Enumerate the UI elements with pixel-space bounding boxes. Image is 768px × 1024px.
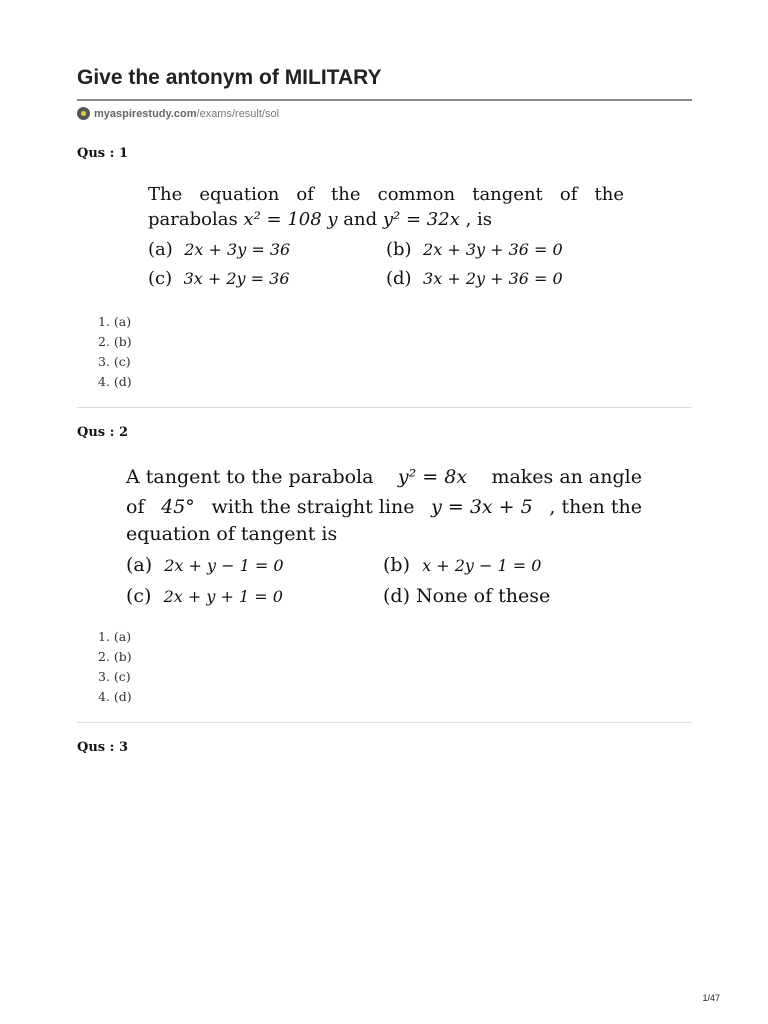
question-label: Qus : 3 (77, 740, 128, 755)
answer-option[interactable]: 1. (a) (98, 629, 132, 644)
answer-option[interactable]: 4. (d) (98, 374, 132, 389)
answer-list (98, 312, 132, 392)
question-1-line1: The equation of the common tangent of the (148, 184, 624, 205)
question-1-image (148, 182, 624, 293)
title-divider (77, 99, 692, 101)
question-2-line3: equation of tangent is (126, 523, 338, 545)
answer-option[interactable]: 2. (b) (98, 334, 132, 349)
answer-option[interactable]: 2. (b) (98, 649, 132, 664)
question-2-line2: of 45° with the straight line y = 3x + 5 , then the (126, 496, 642, 518)
site-logo-icon (77, 107, 90, 120)
question-2-options (126, 550, 642, 612)
question-label: Qus : 1 (77, 146, 128, 161)
option-d: (d) 3x + 2y + 36 = 0 (386, 268, 563, 289)
option-b: (b) 2x + 3y + 36 = 0 (386, 239, 563, 260)
page-title: Give the antonym of MILITARY (77, 66, 382, 89)
question-label: Qus : 2 (77, 425, 128, 440)
option-a: (a) 2x + 3y = 36 (148, 239, 291, 260)
question-2-line1: A tangent to the parabola y² = 8x makes an angle (126, 466, 642, 488)
option-a: (a) 2x + y − 1 = 0 (126, 554, 284, 576)
answer-option[interactable]: 4. (d) (98, 689, 132, 704)
answer-option[interactable]: 1. (a) (98, 314, 132, 329)
answer-list (98, 627, 132, 707)
answer-option[interactable]: 3. (c) (98, 354, 131, 369)
question-divider (77, 722, 692, 723)
option-c: (c) 2x + y + 1 = 0 (126, 585, 283, 607)
question-divider (77, 407, 692, 408)
source-path: /exams/result/sol (196, 107, 280, 120)
option-d: (d) None of these (383, 585, 551, 607)
source-domain: myaspirestudy.com (94, 107, 197, 120)
question-1-options (148, 235, 624, 293)
page-number: 1/47 (702, 993, 720, 1003)
question-2-image (126, 462, 642, 612)
question-1-line2: parabolas x² = 108 y and y² = 32x , is (148, 209, 493, 230)
option-b: (b) x + 2y − 1 = 0 (383, 554, 542, 576)
source-link[interactable] (77, 107, 279, 120)
option-c: (c) 3x + 2y = 36 (148, 268, 290, 289)
answer-option[interactable]: 3. (c) (98, 669, 131, 684)
